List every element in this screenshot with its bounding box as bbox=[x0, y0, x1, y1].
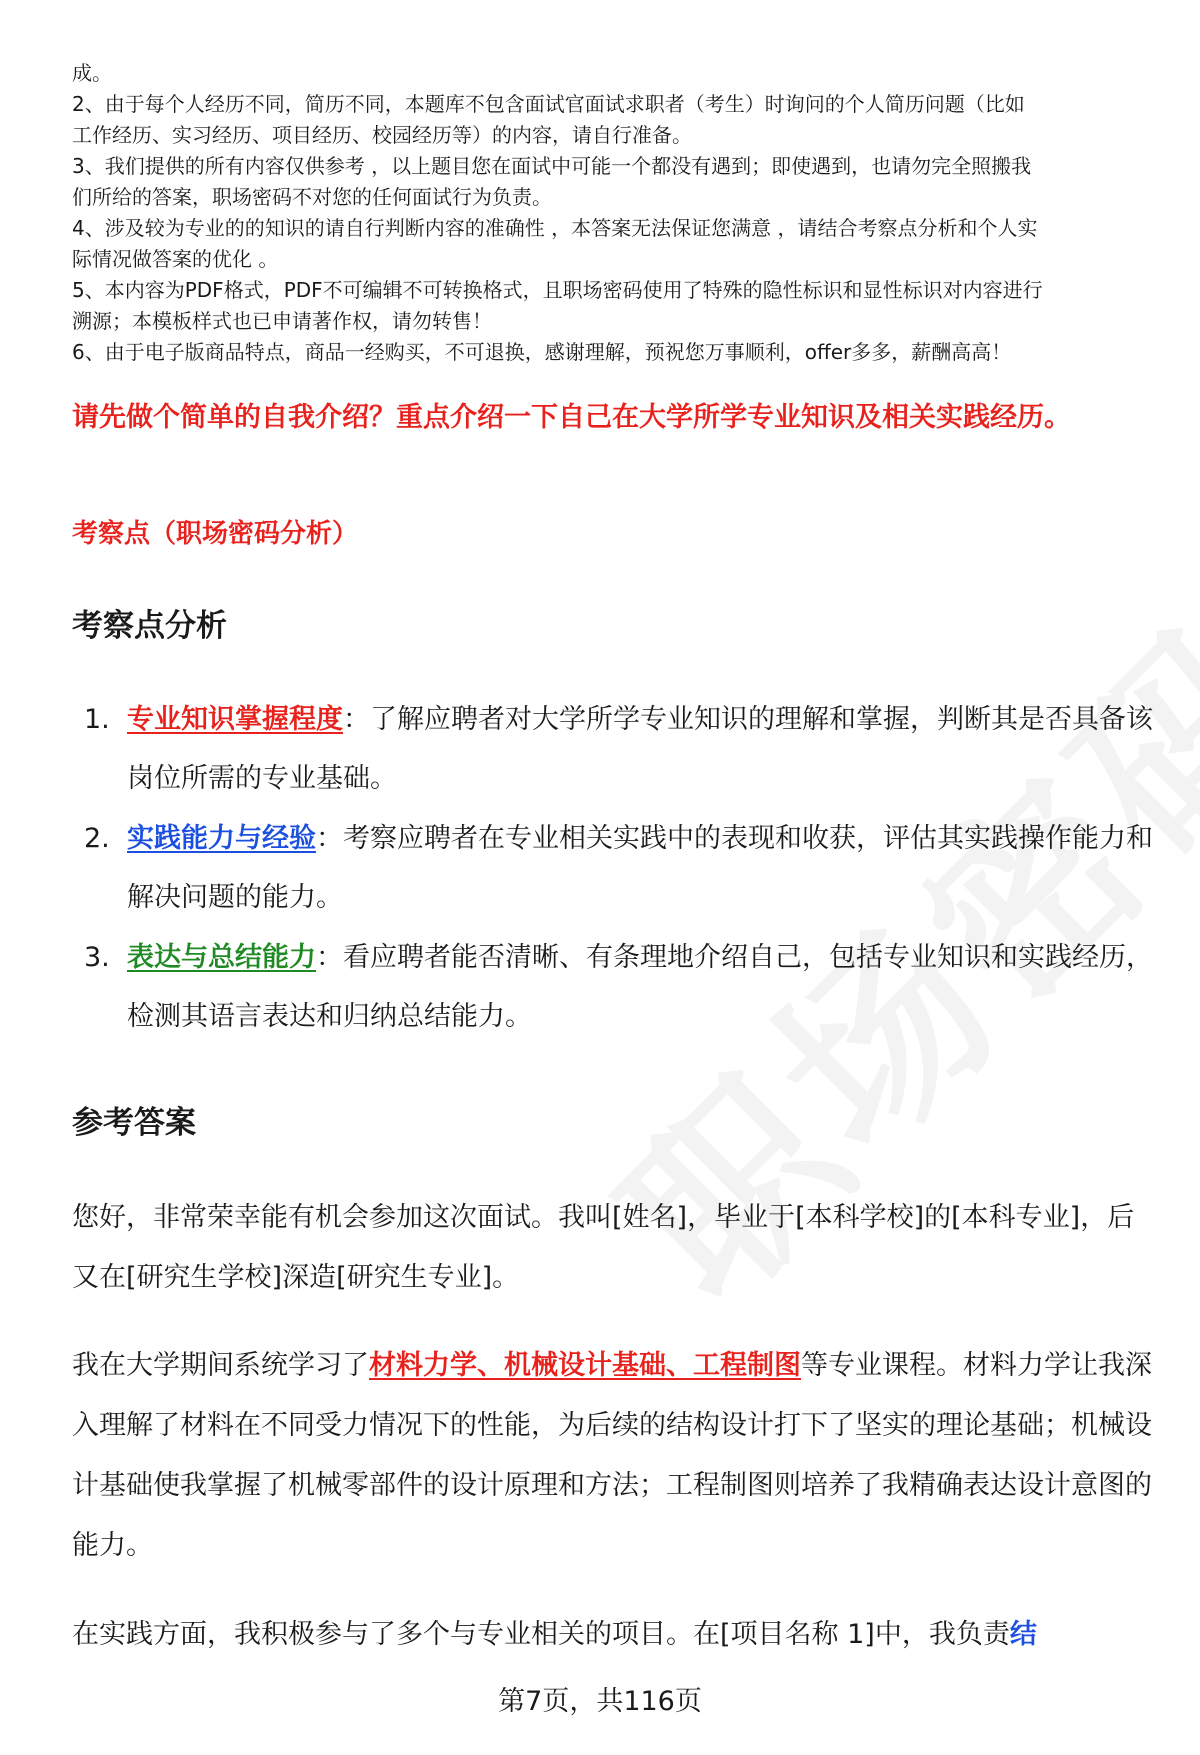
note-line: 们所给的答案，职场密码不对您的任何面试行为负责。 bbox=[72, 185, 552, 209]
analysis-list bbox=[72, 690, 1162, 1046]
interview-question: 请先做个简单的自我介绍？重点介绍一下自己在大学所学专业知识及相关实践经历。 bbox=[72, 402, 1071, 433]
list-text: ：看应聘者能否清晰、有条理地介绍自己，包括专业知识和实践经历，检测其语言表达和归纳总结能力。 bbox=[127, 942, 1153, 1032]
list-item bbox=[72, 928, 1162, 1046]
analysis-heading: 考察点分析 bbox=[72, 608, 227, 644]
list-text: ：考察应聘者在专业相关实践中的表现和收获，评估其实践操作能力和解决问题的能力。 bbox=[127, 823, 1153, 913]
note-line: 6、由于电子版商品特点，商品一经购买，不可退换，感谢理解，预祝您万事顺利，offer多多，薪酬高高！ bbox=[72, 340, 1012, 364]
list-number: 1. bbox=[84, 704, 110, 735]
note-line: 工作经历、实习经历、项目经历、校园经历等）的内容，请自行准备。 bbox=[72, 123, 692, 147]
list-number: 3. bbox=[84, 942, 110, 973]
keyword: 表达与总结能力 bbox=[127, 942, 316, 973]
note-line: 4、涉及较为专业的的知识的请自行判断内容的准确性 ，本答案无法保证您满意 ，请结合考察点分析和个人实 bbox=[72, 216, 1038, 240]
list-text: ：了解应聘者对大学所学专业知识的理解和掌握，判断其是否具备该岗位所需的专业基础。 bbox=[127, 704, 1153, 794]
page-footer: 第7页，共116页 bbox=[498, 1686, 702, 1717]
keyword: 实践能力与经验 bbox=[127, 823, 316, 854]
note-line: 成。 bbox=[72, 61, 112, 85]
answer-paragraph bbox=[72, 1336, 1152, 1576]
answer-paragraph: 您好，非常荣幸能有机会参加这次面试。我叫[姓名]，毕业于[本科学校]的[本科专业]，后又在[研究生学校]深造[研究生专业]。 bbox=[72, 1202, 1135, 1293]
highlight-text: 结 bbox=[1009, 1619, 1037, 1650]
notes-block bbox=[72, 58, 1162, 368]
highlight-courses: 材料力学、机械设计基础、工程制图 bbox=[369, 1350, 801, 1381]
kaochadian-label: 考察点（职场密码分析） bbox=[72, 519, 359, 549]
list-item bbox=[72, 690, 1162, 808]
answer-heading: 参考答案 bbox=[72, 1105, 196, 1141]
answer-text: 我在大学期间系统学习了 bbox=[72, 1350, 369, 1381]
note-line: 5、本内容为PDF格式，PDF不可编辑不可转换格式，且职场密码使用了特殊的隐性标识和显性标识对内容进行 bbox=[72, 278, 1043, 302]
note-line: 际情况做答案的优化 。 bbox=[72, 247, 279, 271]
note-line: 溯源；本模板样式也已申请著作权，请勿转售！ bbox=[72, 309, 492, 333]
answer-paragraph bbox=[72, 1605, 1152, 1665]
list-item bbox=[72, 809, 1162, 927]
answer-text: 在实践方面，我积极参与了多个与专业相关的项目。在[项目名称 1]中，我负责 bbox=[72, 1619, 1010, 1650]
note-line: 3、我们提供的所有内容仅供参考 ，以上题目您在面试中可能一个都没有遇到；即使遇到，也请勿完全照搬我 bbox=[72, 154, 1032, 178]
answer-text: 等专业课程。材料力学让我深入理解了材料在不同受力情况下的性能，为后续的结构设计打下了坚实的理论基础；机械设计基础使我掌握了机械零部件的设计原理和方法；工程制图则培养了我精确表达设计意图的能力。 bbox=[72, 1350, 1152, 1561]
list-number: 2. bbox=[84, 823, 110, 854]
keyword: 专业知识掌握程度 bbox=[127, 704, 343, 735]
note-line: 2、由于每个人经历不同，简历不同，本题库不包含面试官面试求职者（考生）时询问的个人简历问题（比如 bbox=[72, 92, 1025, 116]
